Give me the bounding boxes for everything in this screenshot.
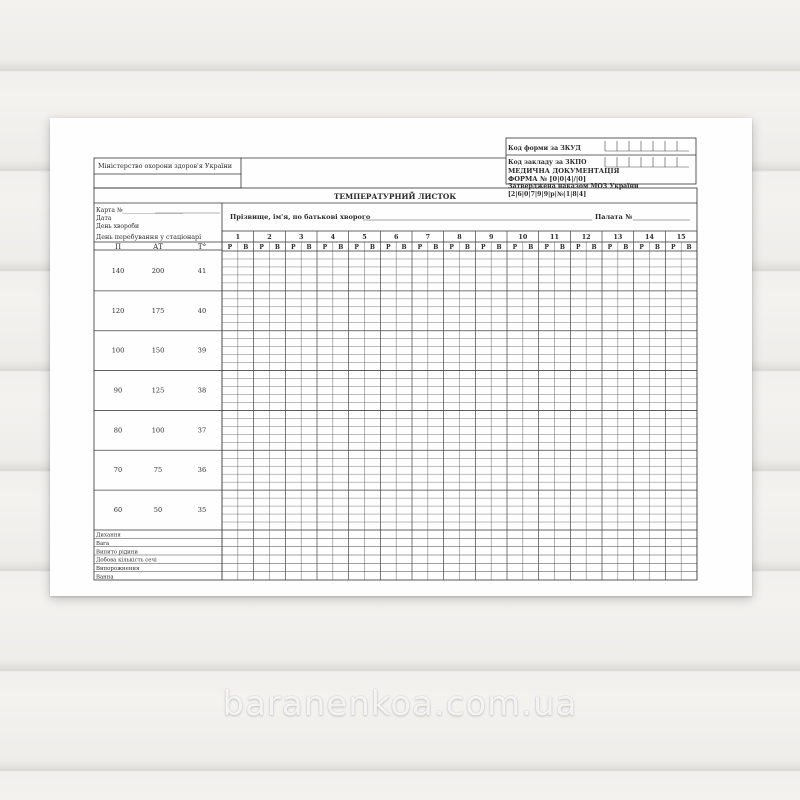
bottom-row-label: Дихання — [96, 532, 121, 539]
temperature-value: 37 — [197, 426, 207, 435]
evening-label: В — [369, 244, 375, 251]
day-number: 5 — [362, 233, 367, 241]
morning-label: Р — [670, 244, 676, 251]
day-number: 3 — [298, 233, 304, 241]
day-number: 11 — [550, 233, 559, 241]
temperature-value: 36 — [197, 466, 207, 475]
pulse-value: 90 — [113, 386, 123, 395]
bottom-row-label: Випито рідини — [96, 549, 138, 556]
temperature-value: 41 — [197, 266, 207, 275]
ministry-label: Міністерство охорони здоров'я України — [98, 162, 232, 170]
pressure-value: 75 — [153, 466, 163, 475]
evening-label: В — [654, 244, 660, 251]
pulse-value: 70 — [113, 466, 123, 475]
day-number: 10 — [518, 233, 528, 241]
form-number: ФОРМА № [0|0|4|/|0] — [508, 175, 586, 183]
pulse-value: 80 — [113, 426, 123, 435]
bottom-row-label: Ванна — [96, 574, 114, 581]
temperature-value: 39 — [197, 346, 207, 355]
day-number: 9 — [488, 233, 494, 241]
patient-name-label: Прізвище, ім'я, по батькові хворого — [230, 213, 371, 221]
pulse-value: 60 — [113, 506, 123, 515]
day-number: 1 — [235, 233, 241, 241]
morning-label: Р — [259, 244, 264, 251]
illness-day-field: День хвороби — [96, 223, 140, 230]
pressure-value: 100 — [151, 426, 165, 435]
morning-label: Р — [354, 244, 359, 251]
morning-label: Р — [544, 244, 549, 251]
temperature-sheet-paper — [50, 118, 752, 596]
evening-label: В — [338, 244, 344, 251]
pressure-value: 150 — [151, 346, 165, 355]
pulse-value: 120 — [111, 306, 125, 315]
evening-label: В — [686, 244, 692, 251]
evening-label: В — [274, 244, 280, 251]
approved-label: Затверджена наказом МОЗ України — [508, 183, 639, 190]
temperature-value: 40 — [197, 306, 207, 315]
morning-label: Р — [227, 244, 233, 251]
temperature-sheet-form — [50, 118, 752, 596]
date-field: Дата — [96, 215, 112, 222]
day-number: 13 — [613, 233, 623, 241]
evening-label: В — [243, 244, 249, 251]
card-number-field: Карта №____________________ — [96, 207, 183, 214]
evening-label: В — [559, 244, 565, 251]
pressure-value: 175 — [151, 306, 165, 315]
day-number: 2 — [267, 233, 272, 241]
watermark-text: baranenkoa.com.ua — [222, 684, 578, 724]
temperature-header: Т° — [197, 243, 207, 251]
pressure-header: АТ — [153, 243, 163, 251]
day-number: 12 — [581, 233, 591, 241]
day-number: 14 — [645, 233, 654, 241]
morning-label: Р — [639, 244, 644, 251]
morning-label: Р — [449, 244, 454, 251]
hospital-day-field: День перебування у стаціонарі — [96, 233, 202, 241]
pulse-value: 140 — [111, 266, 125, 275]
evening-label: В — [306, 244, 312, 251]
temperature-value: 35 — [197, 506, 207, 515]
sheet-title: ТЕМПЕРАТУРНИЙ ЛИСТОК — [333, 192, 457, 201]
morning-label: Р — [290, 244, 296, 251]
morning-label: Р — [322, 244, 328, 251]
zkud-code-label: Код форми за ЗКУД — [508, 145, 581, 152]
evening-label: В — [591, 244, 597, 251]
morning-label: Р — [417, 244, 423, 251]
evening-label: В — [401, 244, 407, 251]
evening-label: В — [464, 244, 470, 251]
day-number: 7 — [425, 233, 431, 241]
evening-label: В — [433, 244, 439, 251]
medical-doc-label: МЕДИЧНА ДОКУМЕНТАЦІЯ — [508, 167, 620, 175]
pressure-value: 125 — [151, 386, 165, 395]
ward-label: Палата № — [595, 213, 633, 221]
pulse-header: П — [114, 243, 122, 251]
zkpo-code-label: Код закладу за ЗКПО — [508, 159, 587, 166]
morning-label: Р — [385, 244, 391, 251]
day-number: 15 — [676, 233, 686, 241]
evening-label: В — [623, 244, 629, 251]
bottom-row-label: Добова кількість сечі — [96, 557, 157, 564]
pulse-value: 100 — [111, 346, 125, 355]
order-number: [2|6|0|7|9|9|р|№|1|8|4] — [508, 191, 587, 198]
morning-label: Р — [607, 244, 613, 251]
day-number: 6 — [393, 233, 399, 241]
pressure-value: 200 — [151, 266, 165, 275]
bottom-row-label: Випорожнення — [96, 566, 140, 573]
morning-label: Р — [480, 244, 486, 251]
day-number: 8 — [457, 233, 462, 241]
bottom-row-label: Вага — [96, 541, 110, 548]
evening-label: В — [528, 244, 534, 251]
day-number: 4 — [330, 233, 336, 241]
morning-label: Р — [575, 244, 581, 251]
morning-label: Р — [512, 244, 518, 251]
pressure-value: 50 — [153, 506, 163, 515]
evening-label: В — [496, 244, 502, 251]
temperature-value: 38 — [197, 386, 207, 395]
